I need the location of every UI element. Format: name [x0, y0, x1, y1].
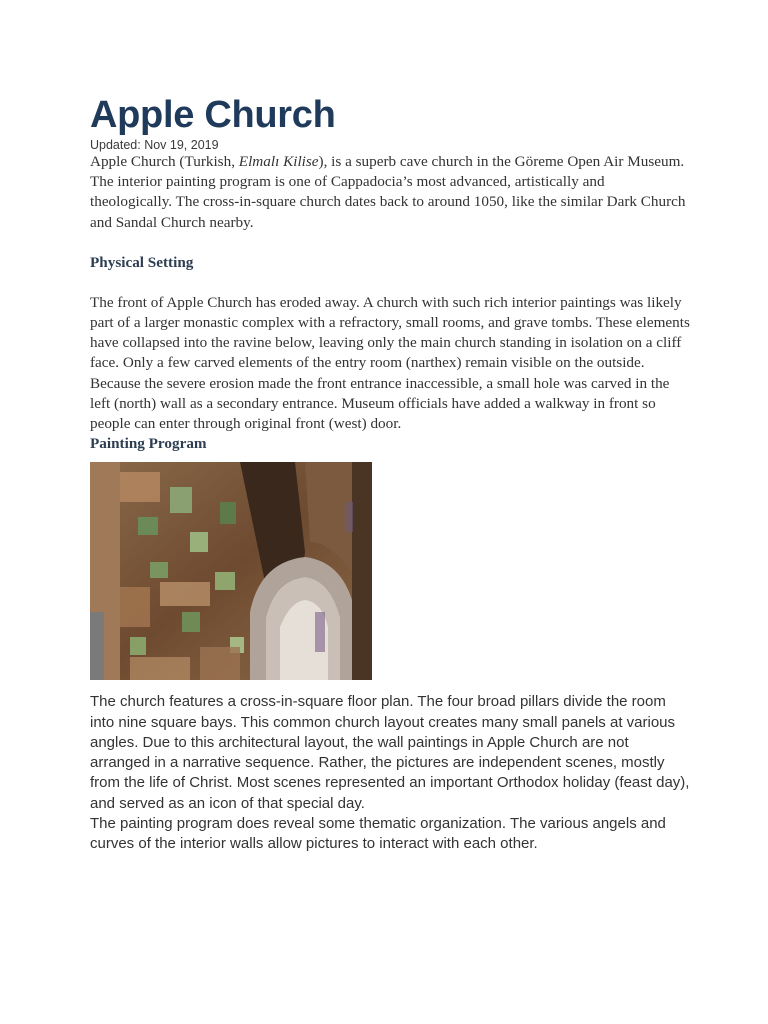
page-title: Apple Church — [90, 94, 336, 136]
section-heading-painting-program: Painting Program — [90, 435, 207, 453]
article — [90, 92, 690, 855]
turkish-name: Elmalı Kilise — [238, 153, 319, 170]
section-heading-physical-setting: Physical Setting — [90, 253, 194, 271]
painting-program-paragraph-1: The church features a cross-in-square floor plan. The four broad pillars divide the room into nine square bays. This common church layout creates many small panels at various angles. Due to this architectural layout, the wall paintings in Apple Church are not arranged in a narrative sequence. Rather, the pictures are independent scenes, mostly from the life of Christ. Most scenes represented an important Orthodox holiday (feast day), and served as an icon of that special day. — [90, 693, 690, 812]
physical-setting-paragraph: The front of Apple Church has eroded away. A church with such rich interior paintings was likely part of a larger monastic complex with a refractory, small rooms, and grave tombs. These elements have collapsed into the ravine below, leaving only the main church standing in isolation on a cliff face. Only a few carved elements of the entry room (narthex) remain visible on the outside. Because the severe erosion made the front entrance inaccessible, a small hole was carved in the left (north) wall as a secondary entrance. Museum officials have added a walkway in front so people can enter through original front (west) door. — [90, 293, 690, 433]
intro-text-start: Apple Church (Turkish, — [90, 153, 239, 170]
intro-text-end: ), is a superb cave church in the Göreme Open Air Museum. The interior painting program is one of Cappadocia’s most advanced, artistically and theologically. The cross-in-square church dates back to around 1050, like the similar Dark Church and Sandal Church nearby. — [90, 153, 686, 231]
updated-date: Updated: Nov 19, 2019 — [90, 138, 219, 152]
painting-program-paragraph-2: The painting program does reveal some thematic organization. The various angels and curves of the interior walls allow pictures to interact with each other. — [90, 815, 666, 853]
intro-paragraph — [90, 152, 690, 233]
church-fresco-image — [90, 462, 372, 680]
